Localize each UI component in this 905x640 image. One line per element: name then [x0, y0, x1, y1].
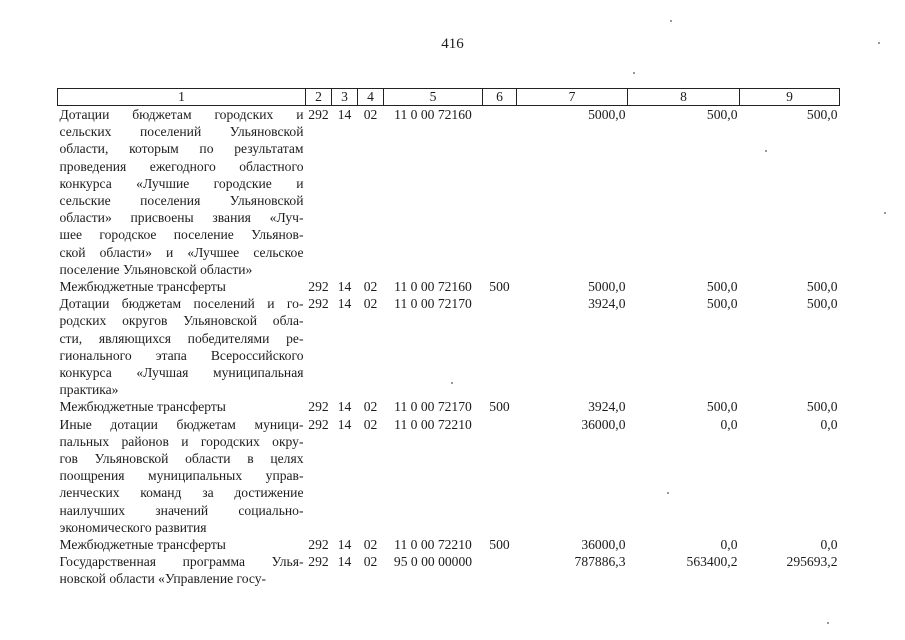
row-name-line: проведения ежегодного областного	[59, 158, 304, 174]
page-number: 416	[441, 36, 464, 52]
subsection-code-cell: 02	[363, 416, 378, 432]
section-code-cell: 14	[337, 296, 352, 312]
row-name-line: сельских поселений Ульяновской	[59, 124, 304, 140]
amount-col8-cell: 500,0	[706, 399, 738, 415]
column-header-2: 2	[306, 89, 332, 106]
row-name-line: конкурса «Лучшая муниципальная	[59, 365, 304, 381]
row-name-line: ленческих команд за достижение	[59, 485, 304, 501]
target-article-cell: 11 0 00 72160	[394, 279, 472, 295]
row-name-line: сельские поселения Ульяновской	[59, 193, 304, 209]
table-row	[58, 278, 840, 295]
chapter-code-cell: 292	[308, 537, 329, 553]
amount-col8-cell: 563400,2	[686, 554, 738, 570]
row-name-line: гионального этапа Всероссийского	[59, 347, 304, 363]
amount-col9-cell: 500,0	[806, 296, 838, 312]
row-name-cell	[58, 295, 306, 398]
scan-speck	[670, 20, 672, 22]
scan-speck	[667, 492, 669, 494]
row-name-cell	[58, 398, 306, 415]
row-name-line: поселение Ульяновской области»	[59, 261, 253, 277]
row-name-line: Межбюджетные трансферты	[59, 399, 226, 415]
chapter-code-cell: 292	[308, 416, 329, 432]
amount-col7-cell: 5000,0	[588, 279, 626, 295]
subsection-code-cell: 02	[363, 537, 378, 553]
table-body	[58, 106, 840, 588]
row-name-line: области, которым по результатам	[59, 141, 304, 157]
chapter-code-cell: 292	[308, 296, 329, 312]
header-row	[58, 89, 840, 106]
row-name-line: Иные дотации бюджетам муници-	[59, 416, 304, 432]
chapter-code-cell: 292	[308, 107, 329, 122]
scan-speck	[884, 212, 886, 214]
subsection-code-cell: 02	[363, 296, 378, 312]
scan-speck	[827, 622, 829, 624]
chapter-code-cell: 292	[308, 554, 329, 570]
amount-col8-cell: 500,0	[706, 296, 738, 312]
amount-col9-cell: 0,0	[820, 416, 838, 432]
target-article-cell: 11 0 00 72170	[394, 399, 472, 415]
row-name-line: ской области» и «Лучшее сельское	[59, 244, 304, 260]
row-name-line: пальных районов и городских окру-	[59, 433, 304, 449]
scan-speck	[633, 72, 635, 74]
amount-col9-cell: 500,0	[806, 399, 838, 415]
target-article-cell: 11 0 00 72210	[394, 537, 472, 553]
target-article-cell: 11 0 00 72170	[394, 296, 472, 312]
target-article-cell: 95 0 00 00000	[393, 554, 473, 570]
row-name-cell	[58, 278, 306, 295]
amount-col7-cell: 5000,0	[588, 107, 626, 122]
row-name-cell	[58, 553, 306, 587]
amount-col8-cell: 500,0	[706, 279, 738, 295]
subsection-code-cell: 02	[363, 279, 378, 295]
scan-speck	[451, 382, 453, 384]
column-header-9: 9	[740, 89, 840, 106]
row-name-line: сти, являющихся победителями ре-	[59, 330, 304, 346]
expense-type-cell	[483, 416, 517, 536]
section-code-cell: 14	[337, 537, 352, 553]
subsection-code-cell: 02	[363, 107, 378, 122]
section-code-cell: 14	[337, 279, 352, 295]
table-row	[58, 398, 840, 415]
amount-col8-cell: 0,0	[720, 416, 738, 432]
target-article-cell: 11 0 00 72160	[394, 107, 472, 122]
column-header-6: 6	[483, 89, 517, 106]
amount-col9-cell: 295693,2	[786, 554, 838, 570]
row-name-line: экономического развития	[59, 519, 207, 535]
column-header-5: 5	[384, 89, 483, 106]
target-article-cell: 11 0 00 72210	[394, 416, 472, 432]
row-name-line: Межбюджетные трансферты	[59, 279, 226, 295]
row-name-line: шее городское поселение Ульянов-	[59, 227, 304, 243]
amount-col7-cell: 3924,0	[588, 399, 626, 415]
section-code-cell: 14	[337, 554, 352, 570]
table-row	[58, 106, 840, 279]
row-name-line: гов Ульяновской области в целях	[59, 451, 304, 467]
row-name-line: новской области «Управление госу-	[59, 571, 267, 587]
row-name-line: Дотации бюджетам городских и	[59, 107, 304, 122]
column-header-4: 4	[358, 89, 384, 106]
scan-speck	[765, 150, 767, 152]
column-header-3: 3	[332, 89, 358, 106]
row-name-cell	[58, 416, 306, 536]
amount-col7-cell: 36000,0	[581, 416, 626, 432]
amount-col7-cell: 787886,3	[574, 554, 626, 570]
row-name-line: наилучших значений социально-	[59, 502, 304, 518]
expense-type-cell	[483, 553, 517, 587]
column-header-8: 8	[628, 89, 740, 106]
row-name-line: области» присвоены звания «Луч-	[59, 210, 304, 226]
scan-speck	[878, 42, 880, 44]
expense-type-cell	[483, 106, 517, 279]
budget-table	[57, 88, 840, 588]
column-header-1: 1	[58, 89, 306, 106]
row-name-line: практика»	[59, 382, 119, 398]
expense-type-cell	[483, 295, 517, 398]
expense-type-cell: 500	[489, 537, 510, 553]
table-row	[58, 536, 840, 553]
row-name-line: Межбюджетные трансферты	[59, 537, 226, 553]
amount-col9-cell: 500,0	[806, 279, 838, 295]
row-name-cell	[58, 106, 306, 279]
subsection-code-cell: 02	[363, 399, 378, 415]
amount-col8-cell: 500,0	[706, 107, 738, 122]
amount-col8-cell: 0,0	[720, 537, 738, 553]
section-code-cell: 14	[337, 416, 352, 432]
row-name-cell	[58, 536, 306, 553]
row-name-line: родских округов Ульяновской обла-	[59, 313, 304, 329]
row-name-line: поощрения муниципальных управ-	[59, 468, 304, 484]
amount-col9-cell: 500,0	[806, 107, 838, 122]
amount-col7-cell: 3924,0	[588, 296, 626, 312]
row-name-line: Государственная программа Улья-	[59, 554, 304, 570]
chapter-code-cell: 292	[308, 399, 329, 415]
expense-type-cell: 500	[489, 399, 510, 415]
row-name-line: Дотации бюджетам поселений и го-	[59, 296, 304, 312]
section-code-cell: 14	[337, 107, 352, 122]
column-header-7: 7	[517, 89, 628, 106]
row-name-line: конкурса «Лучшие городские и	[59, 175, 304, 191]
table-row	[58, 553, 840, 587]
subsection-code-cell: 02	[363, 554, 378, 570]
amount-col9-cell: 0,0	[820, 537, 838, 553]
section-code-cell: 14	[337, 399, 352, 415]
table-row	[58, 416, 840, 536]
chapter-code-cell: 292	[308, 279, 329, 295]
expense-type-cell: 500	[489, 279, 510, 295]
table-row	[58, 295, 840, 398]
amount-col7-cell: 36000,0	[581, 537, 626, 553]
